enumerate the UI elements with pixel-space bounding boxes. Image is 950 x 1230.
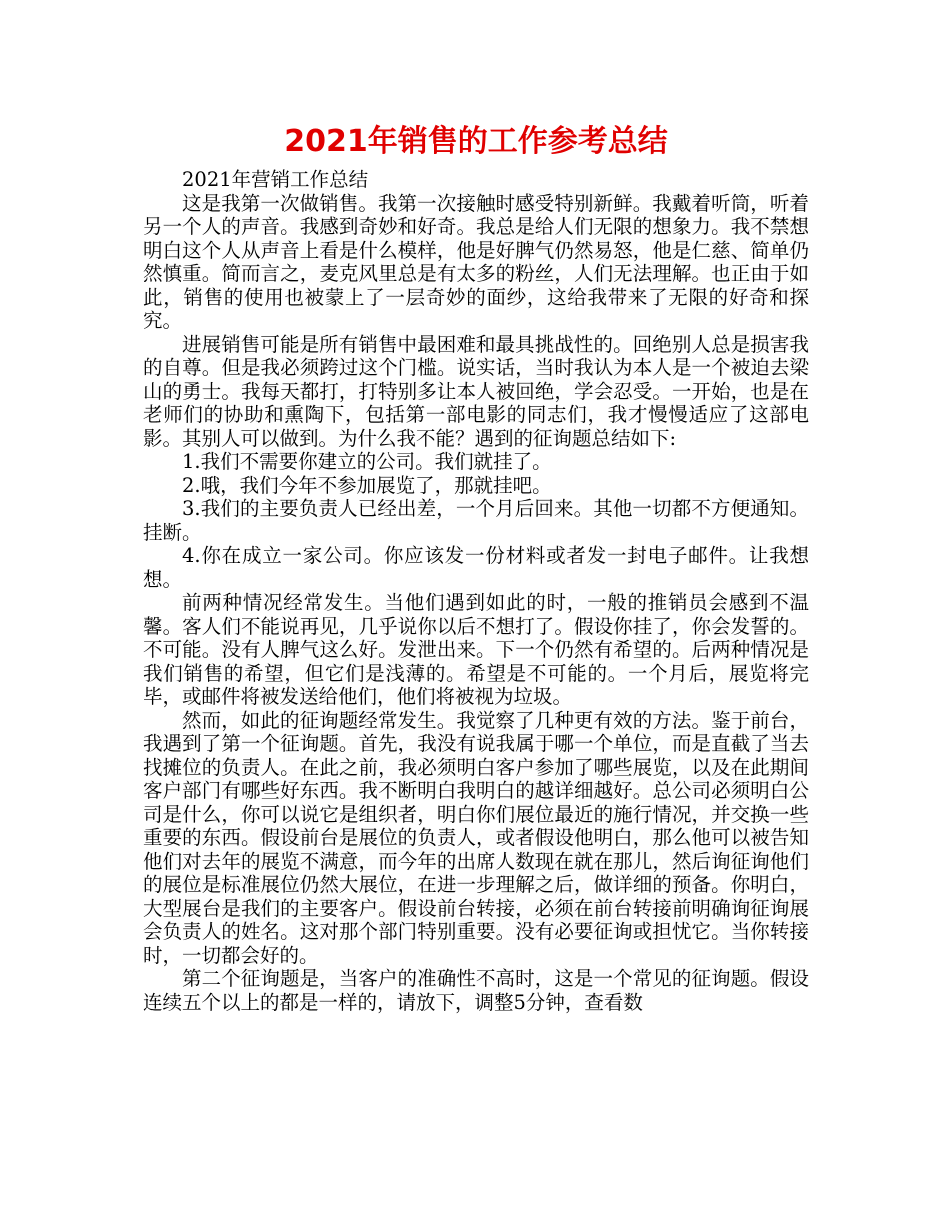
paragraph: 然而，如此的征询题经常发生。我觉察了几种更有效的方法。鉴于前台，我遇到了第一个征询题。首先，我没有说我属于哪一个单位，而是直截了当去找摊位的负责人。在此之前，我必须明白客户参加了哪些展览，以及在此期间客户部门有哪些好东西。我不断明白我明白的越详细越好。总公司必须明白公司是什么，你可以说它是组织者，明白你们展位最近的施行情况，并交换一些重要的东西。假设前台是展位的负责人，或者假设他明白，那么他可以被告知他们对去年的展览不满意，而今年的出席人数现在就在那儿，然后询征询他们的展位是标准展位仍然大展位，在进一步理解之后，做详细的预备。你明白，大型展台是我们的主要客户。假设前台转接，必须在前台转接前明确询征询展会负责人的姓名。这对那个部门特别重要。没有必要征询或担忧它。当你转接时，一切都会好的。 xyxy=(143,708,809,967)
paragraph: 这是我第一次做销售。我第一次接触时感受特别新鲜。我戴着听筒，听着另一个人的声音。我感到奇妙和好奇。我总是给人们无限的想象力。我不禁想明白这个人从声音上看是什么模样，他是好脾气仍然易怒，他是仁慈、简单仍然慎重。简而言之，麦克风里总是有太多的粉丝，人们无法理解。也正由于如此，销售的使用也被蒙上了一层奇妙的面纱，这给我带来了无限的好奇和探究。 xyxy=(143,191,809,332)
list-item: 4.你在成立一家公司。你应该发一份材料或者发一封电子邮件。让我想想。 xyxy=(143,544,809,591)
paragraph: 进展销售可能是所有销售中最困难和最具挑战性的。回绝别人总是损害我的自尊。但是我必须跨过这个门槛。说实话，当时我认为本人是一个被迫去梁山的勇士。我每天都打，打特别多让本人被回绝，学会忍受。一开始，也是在老师们的协助和熏陶下，包括第一部电影的同志们，我才慢慢适应了这部电影。其别人可以做到。为什么我不能？遇到的征询题总结如下: xyxy=(143,332,809,450)
document-title: 2021年销售的工作参考总结 xyxy=(284,124,668,159)
document-body xyxy=(143,168,809,1014)
list-item: 2.哦，我们今年不参加展览了，那就挂吧。 xyxy=(182,473,552,497)
paragraph: 第二个征询题是，当客户的准确性不高时，这是一个常见的征询题。假设连续五个以上的都是一样的，请放下，调整5分钟，查看数 xyxy=(143,967,809,1014)
list-item: 1.我们不需要你建立的公司。我们就挂了。 xyxy=(182,450,552,473)
section-heading: 2021年营销工作总结 xyxy=(182,168,369,191)
list-item: 3.我们的主要负责人已经出差，一个月后回来。其他一切都不方便通知。挂断。 xyxy=(143,497,809,544)
document-page xyxy=(143,120,809,1014)
paragraph: 前两种情况经常发生。当他们遇到如此的时，一般的推销员会感到不温馨。客人们不能说再见，几乎说你以后不想打了。假设你挂了，你会发誓的。不可能。没有人脾气这么好。发泄出来。下一个仍然有希望的。后两种情况是我们销售的希望，但它们是浅薄的。希望是不可能的。一个月后，展览将完毕，或邮件将被发送给他们，他们将被视为垃圾。 xyxy=(143,591,809,708)
